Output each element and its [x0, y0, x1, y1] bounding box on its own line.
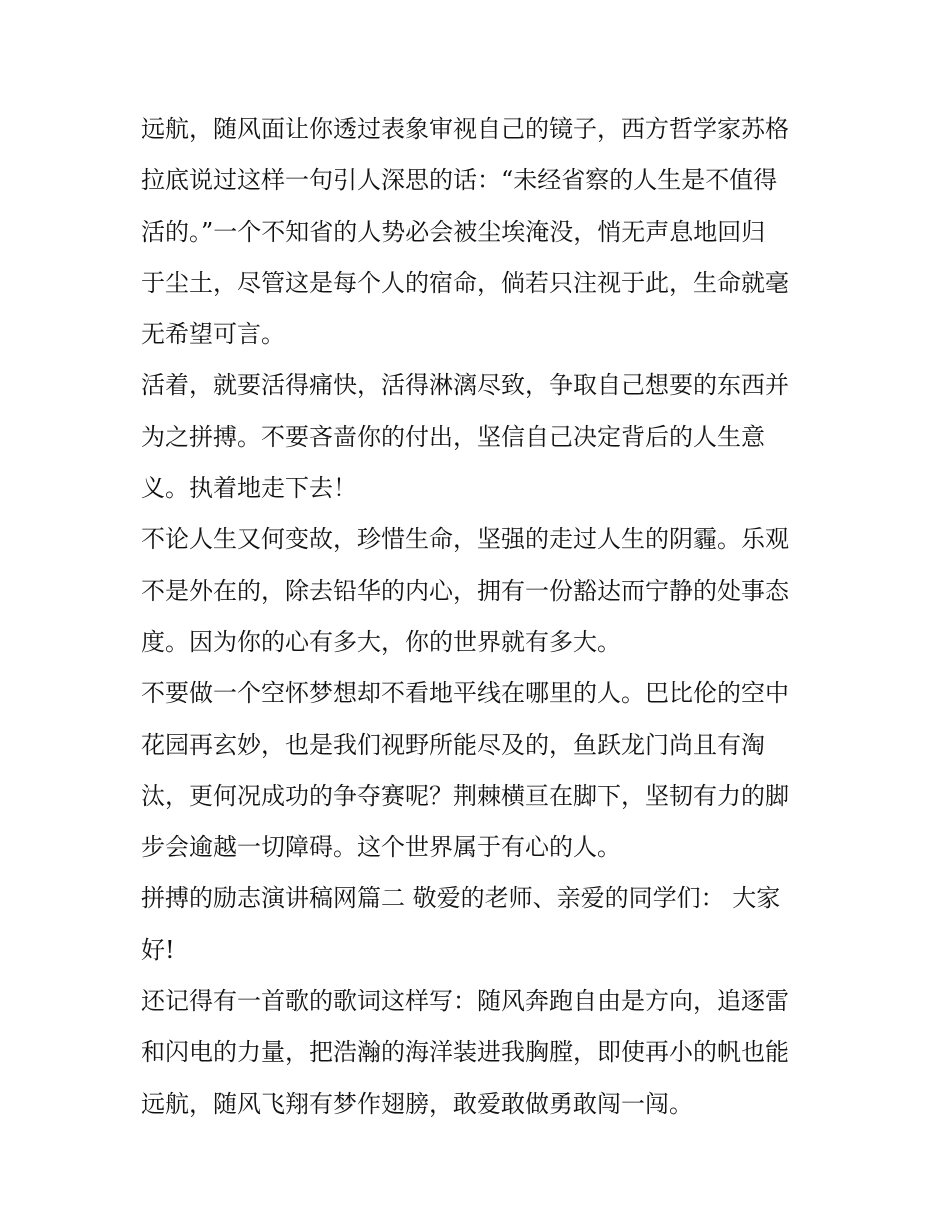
document-body [141, 104, 821, 1130]
text-line: 无希望可言。 [141, 320, 285, 349]
text-line: 于尘土，尽管这是每个人的宿命，倘若只注视于此，生命就毫 [141, 268, 789, 297]
text-line: 义。执着地走下去！ [141, 474, 357, 503]
text-line: 花园再玄妙，也是我们视野所能尽及的，鱼跃龙门尚且有淘 [141, 730, 765, 759]
text-line: 步会逾越一切障碍。这个世界属于有心的人。 [141, 833, 621, 862]
text-line: 活的。”一个不知省的人势必会被尘埃淹没，悄无声息地回归 [141, 217, 766, 246]
text-line: 好! [141, 935, 175, 964]
text-line: 不是外在的，除去铅华的内心，拥有一份豁达而宁静的处事态 [141, 576, 789, 605]
text-line: 活着，就要活得痛快，活得淋漓尽致，争取自己想要的东西并 [141, 371, 789, 400]
text-line: 远航，随风飞翔有梦作翅膀，敢爱敢做勇敢闯一闯。 [141, 1089, 693, 1118]
text-line: 不论人生又何变故，珍惜生命，坚强的走过人生的阴霾。乐观 [141, 525, 789, 554]
text-line: 度。因为你的心有多大，你的世界就有多大。 [141, 627, 621, 656]
text-line: 拉底说过这样一句引人深思的话：“未经省察的人生是不值得 [141, 166, 778, 195]
text-line: 不要做一个空怀梦想却不看地平线在哪里的人。巴比伦的空中 [141, 679, 789, 708]
text-line: 还记得有一首歌的歌词这样写：随风奔跑自由是方向，追逐雷 [141, 987, 789, 1016]
text-line: 和闪电的力量，把浩瀚的海洋装进我胸膛，即使再小的帆也能 [141, 1038, 789, 1067]
text-line: 为之拼搏。不要吝啬你的付出，坚信自己决定背后的人生意 [141, 422, 765, 451]
text-line: 拼搏的励志演讲稿网篇二 敬爱的老师、亲爱的同学们： 大家 [141, 884, 781, 913]
text-line: 远航，随风面让你透过表象审视自己的镜子，西方哲学家苏格 [141, 115, 789, 143]
text-line: 汰，更何况成功的争夺赛呢？荆棘横亘在脚下，坚韧有力的脚 [141, 781, 789, 810]
